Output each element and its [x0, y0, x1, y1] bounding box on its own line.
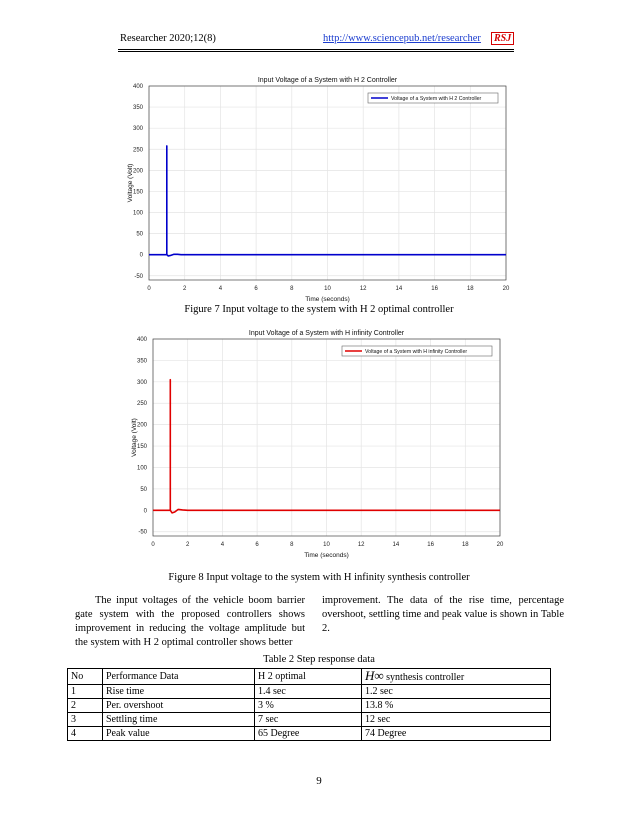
- x-tick-label: 8: [290, 286, 294, 292]
- y-tick-label: 250: [132, 147, 143, 154]
- y-tick-label: 400: [132, 84, 143, 90]
- row-h2-value: 3 %: [255, 699, 362, 713]
- row-no: 3: [68, 713, 103, 727]
- y-tick-label: 150: [132, 189, 143, 196]
- row-metric: Peak value: [103, 727, 255, 741]
- row-metric: Per. overshoot: [103, 699, 255, 713]
- row-h2-value: 1.4 sec: [255, 685, 362, 699]
- x-tick-label: 0: [147, 286, 151, 292]
- x-tick-label: 20: [502, 286, 510, 292]
- x-tick-label: 18: [466, 286, 474, 292]
- y-tick-label: 0: [143, 508, 147, 515]
- x-tick-label: 2: [186, 542, 190, 548]
- step-response-table: [67, 668, 551, 741]
- x-tick-label: 14: [392, 542, 400, 548]
- row-metric: Rise time: [103, 685, 255, 699]
- y-tick-label: 50: [136, 231, 143, 238]
- figure-7-caption: Figure 7 Input voltage to the system with H 2 optimal controller: [184, 304, 454, 315]
- page-number: 9: [316, 775, 322, 787]
- y-tick-label: 400: [136, 337, 147, 343]
- y-tick-label: 0: [139, 252, 143, 259]
- table-header-row: [68, 669, 551, 685]
- legend-label: Voltage of a System with H 2 Controller: [391, 96, 482, 102]
- y-tick-label: 100: [136, 465, 147, 472]
- y-tick-label: -50: [134, 273, 143, 280]
- figure-8-chart: [0, 325, 638, 571]
- row-no: 4: [68, 727, 103, 741]
- x-tick-label: 20: [496, 542, 504, 548]
- y-tick-label: 100: [132, 210, 143, 217]
- x-tick-label: 12: [359, 286, 367, 292]
- x-tick-label: 14: [395, 286, 403, 292]
- y-axis-label: Voltage (Volt): [127, 163, 134, 203]
- y-tick-label: 300: [136, 379, 147, 386]
- table-row: [68, 727, 551, 741]
- chart-title: Input Voltage of a System with H infinity Controller: [248, 330, 405, 337]
- figure-7-chart: [0, 72, 638, 318]
- x-tick-label: 4: [218, 286, 223, 292]
- x-tick-label: 8: [290, 542, 294, 548]
- table-row: [68, 685, 551, 699]
- row-no: 1: [68, 685, 103, 699]
- header-hinf: [362, 669, 551, 685]
- body-paragraph-right: improvement. The data of the rise time, percentage overshoot, settling time and peak value is shown in Table 2.: [322, 595, 564, 634]
- y-tick-label: 250: [136, 401, 147, 408]
- figure-8-caption: Figure 8 Input voltage to the system with H infinity synthesis controller: [168, 572, 470, 583]
- header-rule-secondary: [118, 51, 514, 52]
- x-tick-label: 16: [431, 286, 438, 292]
- x-tick-label: 0: [151, 542, 155, 548]
- y-tick-label: 200: [132, 168, 143, 175]
- chart-title: Input Voltage of a System with H 2 Controller: [257, 77, 398, 84]
- y-tick-label: 300: [132, 126, 143, 133]
- x-tick-label: 10: [324, 286, 331, 292]
- table-row: [68, 699, 551, 713]
- h-infinity-symbol: H∞: [365, 668, 384, 683]
- table-row: [68, 713, 551, 727]
- journal-logo: RSJ: [491, 32, 514, 45]
- row-hinf-value: 12 sec: [362, 713, 551, 727]
- row-metric: Settling time: [103, 713, 255, 727]
- y-tick-label: 350: [136, 358, 147, 365]
- x-tick-label: 4: [220, 542, 225, 548]
- x-tick-label: 6: [255, 542, 259, 548]
- x-tick-label: 16: [427, 542, 434, 548]
- y-axis-label: Voltage (Volt): [131, 418, 138, 457]
- x-tick-label: 10: [323, 542, 330, 548]
- header-hinf-label: synthesis controller: [383, 672, 465, 683]
- row-hinf-value: 13.8 %: [362, 699, 551, 713]
- y-tick-label: 200: [136, 422, 147, 429]
- row-h2-value: 7 sec: [255, 713, 362, 727]
- journal-citation: Researcher 2020;12(8): [120, 33, 216, 44]
- y-tick-label: 350: [132, 105, 143, 112]
- page-header: [0, 33, 638, 49]
- y-tick-label: 150: [136, 444, 147, 451]
- body-paragraph-left: The input voltages of the vehicle boom barrier gate system with the proposed controllers shows improvement in reducing the voltage amplitude but the system with H 2 optimal controller shows better: [75, 595, 305, 648]
- row-no: 2: [68, 699, 103, 713]
- row-hinf-value: 1.2 sec: [362, 685, 551, 699]
- row-h2-value: 65 Degree: [255, 727, 362, 741]
- x-axis-label: Time (seconds): [304, 552, 349, 559]
- journal-url-link[interactable]: http://www.sciencepub.net/researcher: [323, 33, 481, 44]
- table-title: Table 2 Step response data: [263, 654, 375, 665]
- legend-label: Voltage of a System with H infinity Controller: [365, 349, 468, 355]
- header-h2: H 2 optimal: [255, 669, 362, 685]
- x-tick-label: 18: [461, 542, 469, 548]
- header-performance: Performance Data: [103, 669, 255, 685]
- row-hinf-value: 74 Degree: [362, 727, 551, 741]
- header-rule: [118, 49, 514, 50]
- y-tick-label: -50: [138, 529, 147, 536]
- x-tick-label: 12: [357, 542, 365, 548]
- x-axis-label: Time (seconds): [305, 296, 350, 303]
- x-tick-label: 2: [183, 286, 187, 292]
- y-tick-label: 50: [140, 486, 147, 493]
- x-tick-label: 6: [254, 286, 258, 292]
- header-no: No: [68, 669, 103, 685]
